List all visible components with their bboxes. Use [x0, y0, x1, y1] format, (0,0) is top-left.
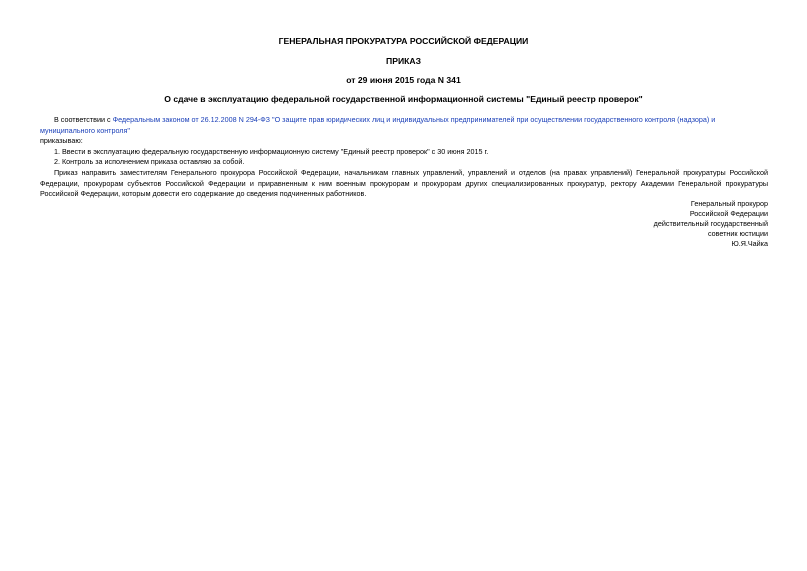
doc-type-heading: ПРИКАЗ	[386, 56, 421, 66]
document-title: О сдаче в эксплуатацию федеральной государственной информационной системы "Единый реестр проверок"	[164, 94, 643, 104]
order-item-1: 1. Ввести в эксплуатацию федеральную государственную информационную систему "Единый реестр проверок" с 30 июня 2015 г.	[54, 147, 489, 156]
intro-prefix: В соответствии с	[54, 115, 113, 124]
signature-position-line2: Российской Федерации	[689, 209, 768, 218]
signature-rank-line2: советник юстиции	[707, 229, 768, 238]
distribution-paragraph: Приказ направить заместителям Генерального прокурора Российской Федерации, начальникам главных управлений, управлений и отделов (на правах управлений) Генеральной прокуратуры Российской Федерации, прокурорам субъектов Российской Федерации и приравненным к ним военным прокурорам и прокурорам других специализированных прокуратур, ректору Академии Генеральной прокуратуры Российской Федерации, которым довести его содержание до сведения подчиненных работников.	[40, 168, 768, 198]
signature-position-line1: Генеральный прокурор	[690, 199, 768, 208]
federal-law-link[interactable]: Федеральным законом от 26.12.2008 N 294-ФЗ "О защите прав юридических лиц и индивидуальных предпринимателей при осуществлении государственного контроля (надзора) и муниципального контроля"	[40, 115, 716, 135]
signature-rank-line1: действительный государственный	[653, 219, 768, 228]
authority-heading: ГЕНЕРАЛЬНАЯ ПРОКУРАТУРА РОССИЙСКОЙ ФЕДЕРАЦИИ	[278, 36, 529, 46]
intro-paragraph	[40, 115, 768, 136]
order-item-2: 2. Контроль за исполнением приказа оставляю за собой.	[54, 157, 245, 166]
signatory-name: Ю.Я.Чайка	[731, 239, 768, 248]
order-word: приказываю:	[40, 136, 83, 145]
date-number-heading: от 29 июня 2015 года N 341	[346, 75, 461, 85]
